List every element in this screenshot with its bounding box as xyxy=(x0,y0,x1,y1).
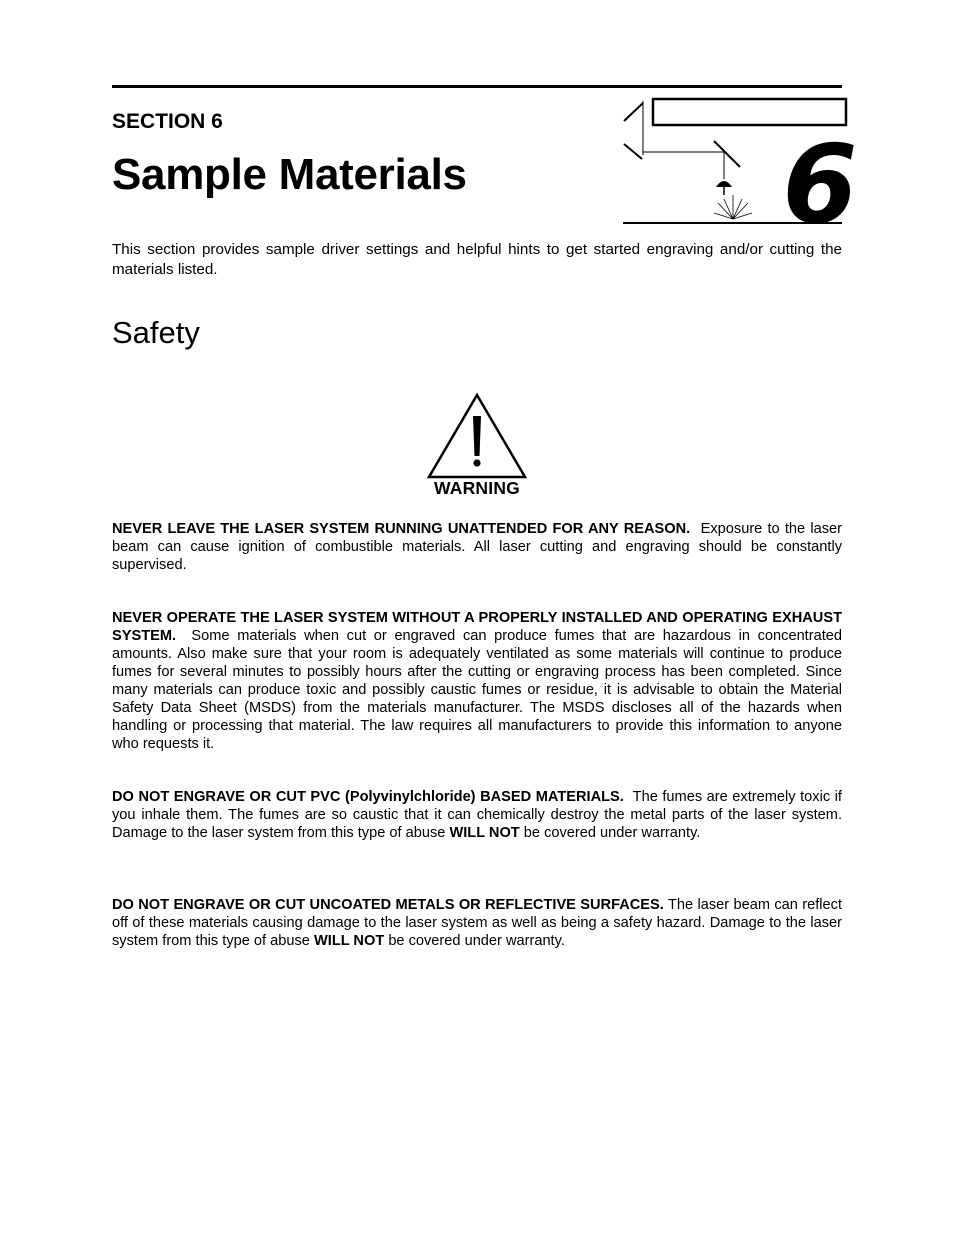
emphasis-text: WILL NOT xyxy=(313,933,385,949)
laser-tube xyxy=(653,99,846,125)
safety-lead: DO NOT ENGRAVE OR CUT PVC (Polyvinylchloride) BASED MATERIALS. xyxy=(112,789,624,805)
page-title: Sample Materials xyxy=(112,150,467,199)
header-rule xyxy=(112,85,842,88)
intro-text: This section provides sample driver settings and helpful hints to get started engraving and/or cutting the materials listed. xyxy=(112,241,842,278)
emphasis-text: WILL NOT xyxy=(449,825,520,841)
laser-sparks xyxy=(714,195,752,219)
section-label: SECTION 6 xyxy=(112,110,223,133)
safety-lead: NEVER LEAVE THE LASER SYSTEM RUNNING UNATTENDED FOR ANY REASON. xyxy=(112,521,691,537)
laser-section-6-icon xyxy=(620,95,858,248)
safety-heading: Safety xyxy=(112,315,200,350)
safety-lead: NEVER OPERATE THE LASER SYSTEM WITHOUT A PROPERLY INSTALLED AND OPERATING EXHAUST SYSTEM. xyxy=(112,610,842,644)
warning-label: WARNING xyxy=(434,478,520,498)
safety-body: Some materials when cut or engraved can produce fumes that are hazardous in concentrated amounts. Also make sure that your room is adequately ventilated as some materials will continue to produce fumes for several minutes to possibly hours after the cutting or engraving process has been completed. Since many materials can produce toxic and possibly caustic fumes or residue, it is advisable to obtain the Material Safety Data Sheet (MSDS) from the materials manufacturer. The MSDS discloses all of the hazards when handling or processing that material. The law requires all manufacturers to provide this information to anyone who requests it. xyxy=(112,628,843,752)
safety-body: Exposure to the laser beam can cause ignition of combustible materials. All laser cutting and engraving should be constantly supervised. xyxy=(112,521,842,573)
safety-body: The fumes are extremely toxic if you inhale them. The fumes are so caustic that it can chemically destroy the metal parts of the laser system. Damage to the laser system from this type of abuse xyxy=(112,789,842,841)
safety-lead: DO NOT ENGRAVE OR CUT UNCOATED METALS OR REFLECTIVE SURFACES. xyxy=(112,897,664,913)
safety-body-end: be covered under warranty. xyxy=(523,825,701,841)
section-number: 6 xyxy=(782,123,858,248)
safety-paragraph xyxy=(112,520,842,574)
safety-paragraph xyxy=(112,896,842,950)
safety-body-end: be covered under warranty. xyxy=(388,933,565,949)
safety-body: The laser beam can reflect off of these materials causing damage to the laser system as well as being a safety hazard. Damage to the laser system from this type of abuse xyxy=(112,897,843,949)
safety-paragraph xyxy=(112,788,842,842)
safety-paragraph xyxy=(112,609,842,753)
